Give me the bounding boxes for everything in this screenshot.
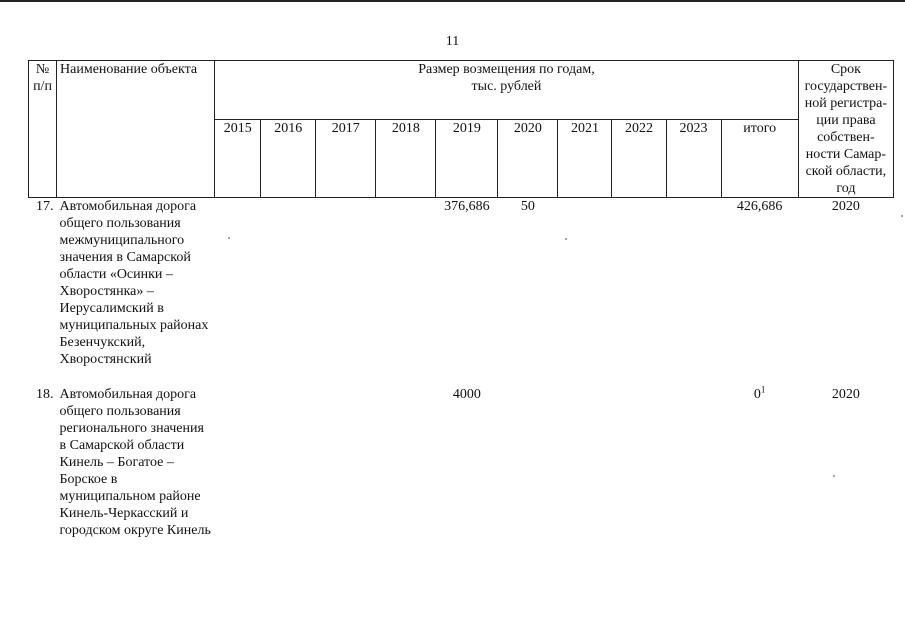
cell-2020: 50: [520, 199, 535, 214]
header-year-2023: 2023: [666, 120, 721, 198]
header-year-2020: 2020: [498, 120, 558, 198]
header-year-2022: 2022: [612, 120, 666, 198]
scan-speck: [833, 475, 835, 477]
cell-2023: [666, 386, 721, 586]
cell-2022: [612, 198, 666, 387]
header-year-2019: 2019: [436, 120, 498, 198]
cell-2021: [558, 386, 612, 586]
compensation-table: [28, 60, 894, 586]
header-year-2015: 2015: [215, 120, 261, 198]
cell-total: [721, 386, 798, 586]
table-row: [29, 198, 894, 387]
header-year-2016: 2016: [261, 120, 316, 198]
cell-2023: [666, 198, 721, 387]
cell-2019: 376,686: [444, 199, 490, 214]
row-object-name: Автомобильная дорога общего пользования межмуниципального значения в Самарской области «Осинки – Хворостянка» – Иерусалимский в муниципальных районах Безенчукский, Хворостянский: [59, 199, 209, 367]
total-value: 0: [753, 387, 761, 402]
cell-2020: [498, 386, 558, 586]
cell-registration-year: 2020: [831, 199, 860, 214]
row-num: 17.: [36, 199, 54, 214]
cell-2018: [376, 386, 436, 586]
cell-2017: [316, 386, 376, 586]
page-top-border: [0, 0, 905, 2]
header-total: итого: [721, 120, 798, 198]
page-number: 11: [445, 34, 460, 49]
row-num: 18.: [36, 387, 54, 402]
header-year-2021: 2021: [558, 120, 612, 198]
header-registration-term: Срок государствен-ной регистра-ции права собствен-ности Самар-ской области, год: [798, 61, 893, 198]
total-footnote: 1: [760, 384, 766, 395]
cell-2018: [376, 198, 436, 387]
cell-2015: [215, 386, 261, 586]
scan-speck: [565, 238, 567, 240]
header-group-line2: тыс. рублей: [471, 79, 542, 94]
cell-2021: [558, 198, 612, 387]
scan-speck: [228, 237, 230, 239]
cell-2016: [261, 198, 316, 387]
row-object-name: Автомобильная дорога общего пользования регионального значения в Самарской области Кинель – Богатое – Борское в муниципальном районе Кинель-Черкасский и городском округе Кинель: [59, 387, 211, 538]
header-num: № п/п: [29, 61, 57, 198]
header-name: Наименование объекта: [57, 61, 215, 198]
table-row: [29, 386, 894, 586]
scan-speck: [901, 215, 903, 217]
cell-2017: [316, 198, 376, 387]
header-year-2017: 2017: [316, 120, 376, 198]
cell-2019: 4000: [452, 387, 481, 402]
header-compensation-group: [215, 61, 799, 120]
cell-2022: [612, 386, 666, 586]
header-group-line1: Размер возмещения по годам,: [418, 62, 595, 77]
cell-2016: [261, 386, 316, 586]
cell-registration-year: 2020: [831, 387, 860, 402]
total-value: 426,686: [736, 199, 783, 214]
cell-total: [721, 198, 798, 387]
cell-2015: [215, 198, 261, 387]
header-year-2018: 2018: [376, 120, 436, 198]
